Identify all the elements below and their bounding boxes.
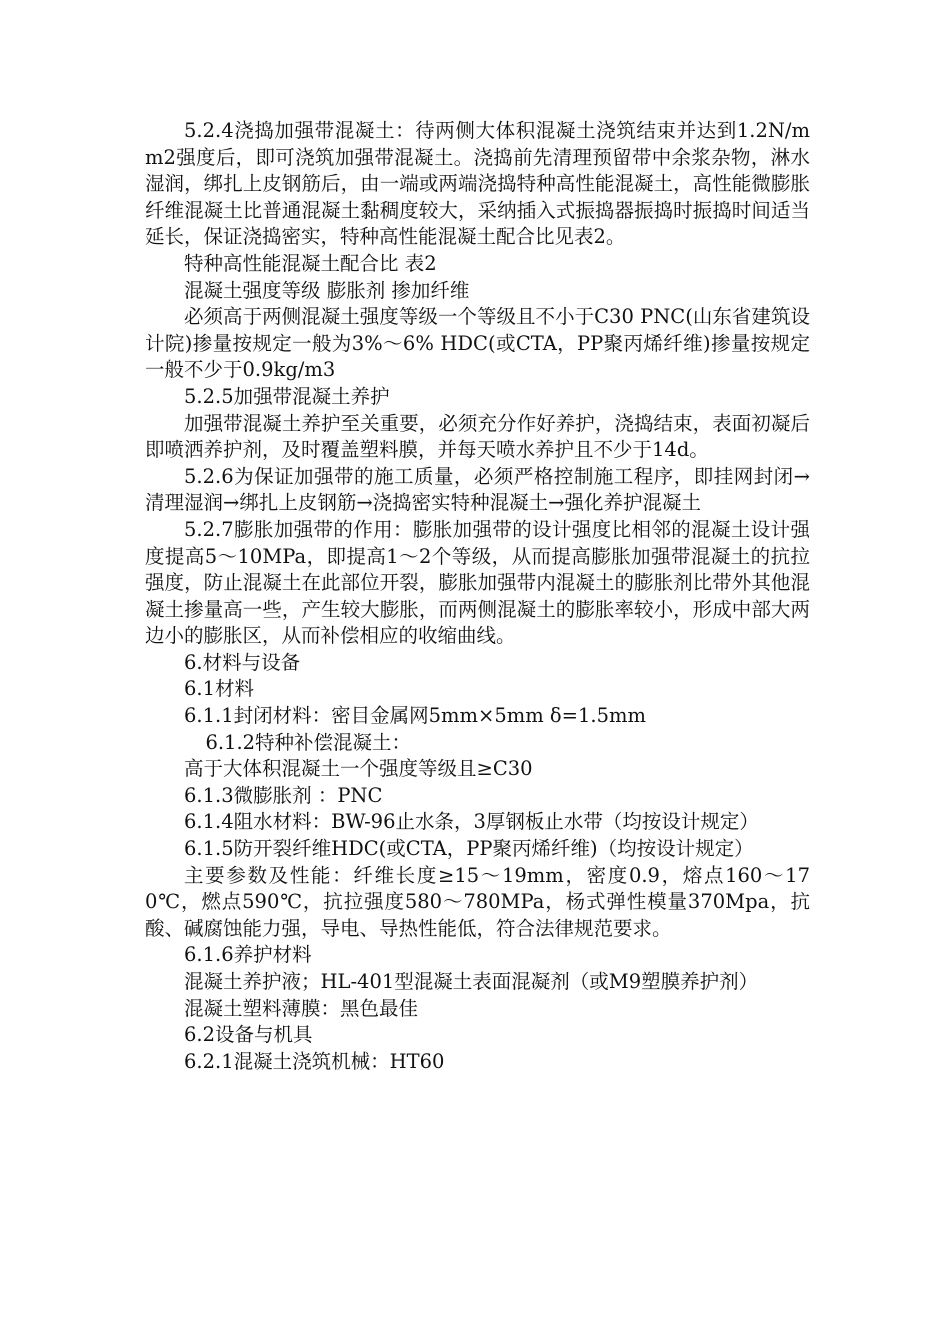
- heading-6-2: 6.2设备与机具: [184, 1023, 313, 1047]
- item-6-1-1: 6.1.1封闭材料：密目金属网5mm×5mm δ=1.5mm: [184, 704, 647, 728]
- item-6-1-5: 6.1.5防开裂纤维HDC(或CTA，PP聚丙烯纤维)（均按设计规定）: [184, 837, 754, 861]
- item-6-2-1: 6.2.1混凝土浇筑机械：HT60: [184, 1049, 445, 1073]
- plastic-film: 混凝土塑料薄膜：黑色最佳: [184, 996, 419, 1020]
- item-6-1-2-detail: 高于大体积混凝土一个强度等级且≥C30: [184, 757, 533, 781]
- paragraph-5-2-6: 5.2.6为保证加强带的施工质量，必须严格控制施工程序，即挂网封闭→清理湿润→绑扎上皮钢筋→浇捣密实特种混凝土→强化养护混凝土: [145, 464, 810, 515]
- item-6-1-4: 6.1.4阻水材料：BW-96止水条，3厚钢板止水带（均按设计规定）: [184, 810, 759, 834]
- document-body: [145, 118, 810, 1075]
- item-6-1-6: 6.1.6养护材料: [184, 943, 312, 967]
- paragraph-curing: 加强带混凝土养护至关重要，必须充分作好养护，浇捣结束，表面初凝后即喷洒养护剂，及时覆盖塑料膜，并每天喷水养护且不少于14d。: [145, 411, 810, 462]
- table-2-caption: 特种高性能混凝土配合比 表2: [184, 251, 437, 275]
- heading-6: 6.材料与设备: [184, 650, 301, 674]
- table-2-row: 必须高于两侧混凝土强度等级一个等级且不小于C30 PNC(山东省建筑设计院)掺量按规定一般为3%～6% HDC(或CTA，PP聚丙烯纤维)掺量按规定一般不少于0.9kg/m3: [145, 305, 810, 382]
- curing-liquid: 混凝土养护液；HL-401型混凝土表面混凝剂（或M9塑膜养护剂）: [184, 970, 759, 993]
- heading-5-2-5: 5.2.5加强带混凝土养护: [184, 384, 390, 408]
- heading-6-1: 6.1材料: [184, 677, 255, 701]
- item-6-1-2: 6.1.2特种补偿混凝土：: [205, 730, 412, 754]
- paragraph-5-2-7: 5.2.7膨胀加强带的作用：膨胀加强带的设计强度比相邻的混凝土设计强度提高5～10MPa，即提高1～2个等级，从而提高膨胀加强带混凝土的抗拉强度，防止混凝土在此部位开裂，膨胀加强带内混凝土的膨胀剂比带外其他混凝土掺量高一些，产生较大膨胀，而两侧混凝土的膨胀率较小，形成中部大两边小的膨胀区，从而补偿相应的收缩曲线。: [145, 517, 810, 648]
- paragraph-5-2-4: 5.2.4浇捣加强带混凝土：待两侧大体积混凝土浇筑结束并达到1.2N/mm2强度后，即可浇筑加强带混凝土。浇捣前先清理预留带中余浆杂物，淋水湿润，绑扎上皮钢筋后，由一端或两端浇捣特种高性能混凝土，高性能微膨胀纤维混凝土比普通混凝土黏稠度较大，采纳插入式振捣器振捣时振捣时间适当延长，保证浇捣密实，特种高性能混凝土配合比见表2。: [145, 119, 810, 249]
- table-2-header: 混凝土强度等级 膨胀剂 掺加纤维: [184, 278, 470, 302]
- fiber-parameters: 主要参数及性能：纤维长度≥15～19mm，密度0.9，熔点160～170℃，燃点590℃，抗拉强度580～780MPa，杨式弹性模量370Mpa，抗酸、碱腐蚀能力强，导电、导热性能低，符合法律规范要求。: [145, 863, 810, 940]
- item-6-1-3: 6.1.3微膨胀剂 ：PNC: [184, 783, 383, 807]
